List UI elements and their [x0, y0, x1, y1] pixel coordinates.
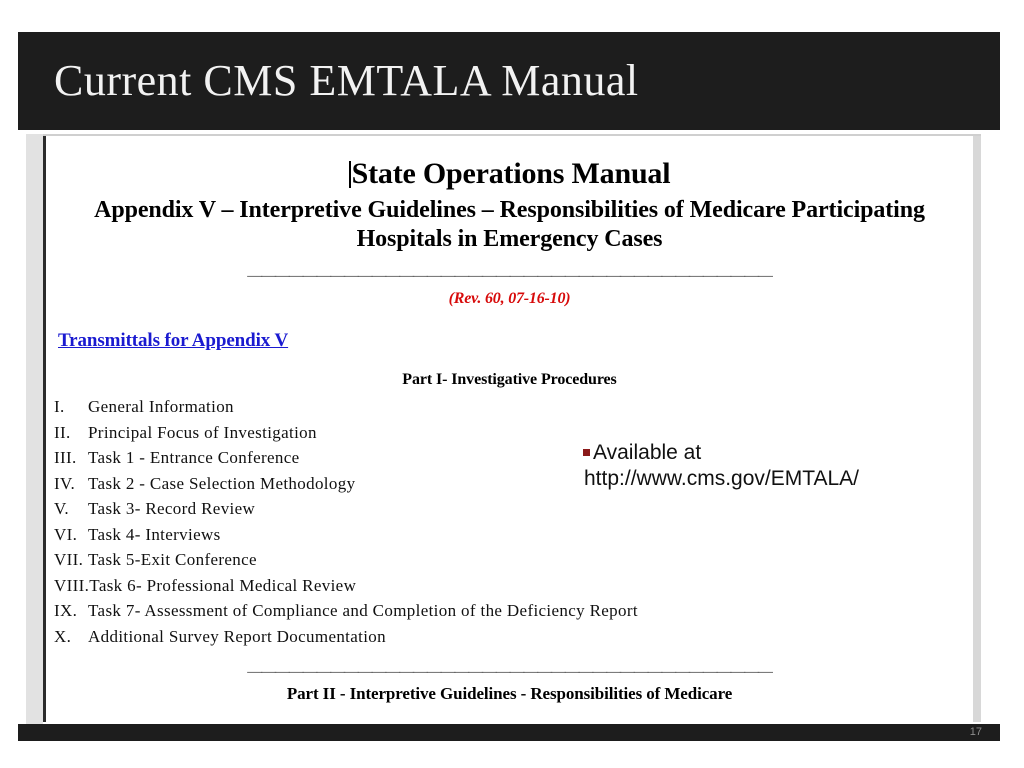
list-item	[54, 598, 973, 624]
toc-label: General Information	[88, 397, 234, 417]
square-bullet-icon	[583, 449, 590, 456]
callout-line-2-url: http://www.cms.gov/EMTALA/	[584, 467, 860, 490]
toc-label: Additional Survey Report Documentation	[88, 626, 386, 646]
embedded-document-object[interactable]	[26, 134, 981, 724]
text-caret	[349, 161, 351, 188]
slide-title-bar	[18, 32, 1000, 130]
part-two-heading: Part II - Interpretive Guidelines - Responsibilities of Medicare	[286, 684, 733, 704]
page-title: Current CMS EMTALA Manual	[54, 56, 639, 105]
document-heading	[46, 158, 973, 190]
list-item	[54, 496, 973, 522]
list-item	[54, 547, 973, 573]
toc-numeral: IV.	[54, 473, 76, 493]
transmittals-link[interactable]: Transmittals for Appendix V	[58, 330, 289, 352]
list-item	[54, 394, 973, 420]
callout-bullet-row	[583, 440, 923, 466]
toc-numeral: IX.	[54, 601, 78, 621]
document-page	[46, 136, 973, 724]
document-subheading: Appendix V – Interpretive Guidelines – Responsibilities of Medicare Participating Hospitals in Emergency Cases	[94, 196, 925, 252]
toc-label: Task 4- Interviews	[88, 524, 221, 544]
document-left-gutter	[26, 134, 43, 724]
availability-callout	[583, 440, 923, 492]
page-number: 17	[969, 726, 982, 738]
toc-label: Task 6- Professional Medical Review	[89, 575, 357, 595]
document-right-edge-rule	[973, 136, 981, 722]
part-one-heading: Part I- Investigative Procedures	[402, 371, 617, 389]
slide-footer-bar	[18, 724, 1000, 741]
divider-bottom: ——————————————————————————————————————	[247, 665, 772, 681]
toc-label: Task 3- Record Review	[88, 499, 256, 519]
divider-top: ——————————————————————————————————————	[247, 269, 772, 285]
list-item	[54, 624, 973, 650]
toc-label: Task 5-Exit Conference	[88, 550, 257, 570]
toc-numeral: X.	[54, 626, 72, 646]
toc-numeral: II.	[54, 422, 71, 442]
list-item	[54, 522, 973, 548]
list-item	[54, 573, 973, 599]
toc-numeral: V.	[54, 499, 70, 519]
toc-label: Task 2 - Case Selection Methodology	[88, 473, 356, 493]
toc-numeral: VII.	[54, 550, 84, 570]
toc-label: Principal Focus of Investigation	[88, 422, 317, 442]
toc-numeral: III.	[54, 448, 77, 468]
table-of-contents-list	[54, 394, 973, 649]
toc-numeral: VI.	[54, 524, 78, 544]
toc-label: Task 1 - Entrance Conference	[88, 448, 300, 468]
toc-label: Task 7- Assessment of Compliance and Completion of the Deficiency Report	[88, 601, 638, 621]
toc-numeral: VIII.	[54, 575, 90, 595]
callout-line-1: Available at	[593, 441, 702, 464]
document-heading-text: State Operations Manual	[351, 157, 671, 190]
toc-numeral: I.	[54, 397, 65, 417]
document-revision: (Rev. 60, 07-16-10)	[448, 290, 571, 308]
